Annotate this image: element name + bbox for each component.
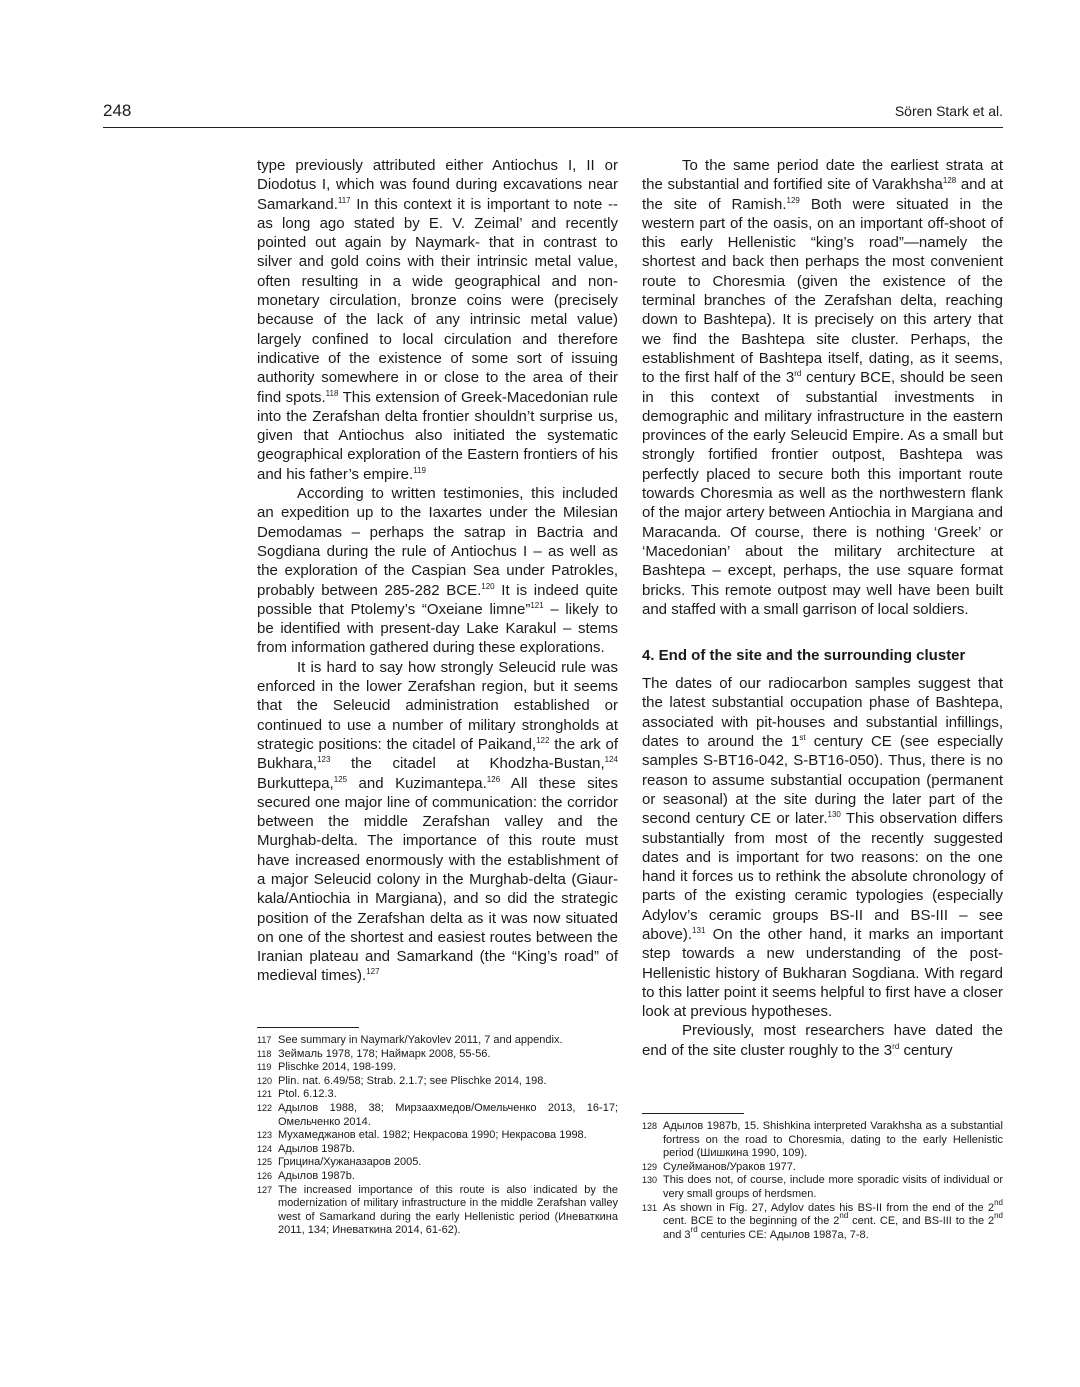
body-paragraph: It is hard to say how strongly Seleucid rule was enforced in the lower Zerafshan region, but it seems that the Seleucid administration established or continued to use a number of military strongholds at strategic positions: the citadel of Paikand,$^{122}$ the ark of Bukhara,$^{123}$ the citadel at Khodzha-Bustan,$^{124}$ Burkuttepa,$^{125}$ and Kuzimantepa.$^{126}$ All these sites secured one major line of communication: the corridor between the middle Zerafshan valley and the Murghab-delta. The importance of this route must have increased enormously with the establishment of a major Seleucid colony in the Murghab-delta (Giaur-kala/Antiochia in Margiana), and so did the strategic position of the Zerafshan delta as it was now situated on one of the shortest and easiest routes between the Iranian plateau and Samarkand (the “King’s road” of medieval times).$^{127}$: [257, 658, 618, 985]
footnotes-left: [257, 1027, 618, 1238]
footnote-list: [642, 1120, 1003, 1242]
footnote: 126 Адылов 1987b.: [257, 1169, 355, 1182]
footnote-ref: 122: [536, 735, 550, 745]
footnote-divider: [257, 1027, 359, 1028]
footnote-ref: 131: [692, 925, 706, 935]
footnote: 117 See summary in Naymark/Yakovlev 2011, 7 and appendix.: [257, 1034, 563, 1046]
page-header: [103, 101, 1003, 128]
body-paragraph: The dates of our radiocarbon samples suggest that the latest substantial occupation phase of Bashtepa, associated with pit-houses and substantial infillings, dates to around the 1st century CE (see especially samples S-BT16-042, S-BT16-050). Thus, there is no reason to assume substantial occupation (permanent or seasonal) at the site during the later part of the second century CE or later.$^{130}$ This observation differs substantially from most of the recently suggested dates and is important for two reasons: on the one hand it forces us to rethink the absolute chronology of parts of the existing ceramic typologies (especially Adylov’s ceramic groups BS-II and BS-III – see above).$^{131}$ On the other hand, it marks an important step towards a new understanding of the post-Hellenistic history of Bukharan Sogdiana. With regard to this latter point it seems helpful to first have a closer look at previous hypotheses.: [642, 675, 1004, 1021]
footnote-ref: 127: [366, 967, 380, 977]
footnote: 121 Ptol. 6.12.3.: [257, 1088, 337, 1101]
body-paragraph: type previously attributed either Antiochus I, II or Diodotus I, which was found during excavations near Samarkand.$^{117}$ In this context it is important to note --as long ago stated by E. V. Zeimal’ and recently pointed out again by Naymark- that in contrast to silver and gold coins with their intrinsic metal value, often resulting in a wide geographical and non-monetary circulation, bronze coins were (precisely because of the lack of any intrinsic metal value) largely confined to local circulation and therefore indicative of the existence of some sort of issuing authority somewhere in or close to the area of their find spots.$^{118}$ This extension of Greek-Macedonian rule into the Zerafshan delta frontier shouldn’t surprise us, given that Antiochus also initiated the systematic geographical exploration of the Eastern frontiers of his and his father’s empire.$^{119}$: [257, 157, 619, 483]
left-column: [257, 156, 618, 986]
ordinal-suffix: nd: [994, 1197, 1003, 1207]
footnote: 120 Plin. nat. 6.49/58; Strab. 2.1.7; see Plischke 2014, 198.: [257, 1074, 547, 1087]
footnote-ref: 126: [486, 774, 501, 784]
footnote: 119 Plischke 2014, 198-199.: [257, 1061, 397, 1074]
footnote: 125 Грицина/Хужаназаров 2005.: [257, 1156, 422, 1169]
footnote-ref: 124: [604, 755, 618, 765]
footnote: 129 Сулейманов/Ураков 1977.: [642, 1160, 796, 1173]
running-head: Sören Stark et al.: [894, 103, 1003, 119]
page-number: 248: [103, 101, 132, 120]
body-paragraph: According to written testimonies, this included an expedition up to the Iaxartes under the Milesian Demodamas – perhaps the satrap in Bactria and Sogdiana during the rule of Antiochus I – as well as the exploration of the Caspian Sea under Patrokles, probably between 285-282 BCE.$^{120}$ It is indeed quite possible that Ptolemy’s “Oxeiane limne”$^{121}$ – likely to be identified with present-day Lake Karakul – stems from information gathered during these explorations.: [257, 485, 618, 657]
right-column: [642, 156, 1003, 1060]
ordinal-suffix: rd: [794, 369, 802, 379]
footnote-ref: 125: [333, 774, 348, 784]
footnote-ref: 120: [481, 581, 495, 591]
footnote-ref: 119: [413, 465, 426, 475]
section-heading: 4. End of the site and the surrounding cluster: [642, 647, 966, 665]
footnote: 122 Адылов 1988, 38; Мирзаахмедов/Омельченко 2013, 16-17; Омельченко 2014.: [257, 1101, 618, 1128]
footnote-ref: 128: [942, 176, 957, 186]
footnote: 130 This does not, of course, include more sporadic visits of individual or very small groups of herdsmen.: [642, 1174, 1003, 1200]
footnote: 118 Зеймаль 1978, 178; Наймарк 2008, 55-56.: [257, 1047, 491, 1060]
footnote: 128 Адылов 1987b, 15. Shishkina interpreted Varakhsha as a substantial fortress on the road to Choresmia, dating to the early Hellenistic period (Шишкина 1990, 109).: [642, 1120, 1003, 1160]
footnote-ref: 130: [827, 810, 841, 820]
footnote-ref: 121: [530, 600, 544, 610]
footnotes-right: [642, 1113, 1003, 1242]
body-paragraph: To the same period date the earliest strata at the substantial and fortified site of Varakhsha$^{128}$ and at the site of Ramish.$^{129}$ Both were situated in the western part of the oasis, on an important off-shoot of this early Hellenistic “king’s road”—namely the shortest and back then perhaps the most convenient route to Choresmia (given the existence of the terminal branches of the Zerafshan delta, reaching down to Bashtepa). It is precisely on this artery that we find the Bashtepa site cluster. Perhaps, the establishment of Bashtepa itself, dating, as it seems, to the first half of the 3rd century BCE, should be seen in this context of substantial investments in demographic and military infrastructure in the eastern provinces of the early Seleucid Empire. As a small but strongly fortified frontier outpost, Bashtepa was perfectly placed to secure both this important route towards Choresmia as well as the northwestern flank of the major artery between Antiochia in Margiana and Maracanda. Of course, there is nothing ‘Greek’ or ‘Macedonian’ about the military architecture at Bashtepa – except, perhaps, the use square format bricks. This remote outpost may well have been built and staffed with a small garrison of local soldiers.: [642, 157, 1004, 618]
footnote-ref: 129: [786, 195, 800, 205]
footnote-ref: 117: [337, 195, 351, 205]
footnote: 123 Мухамеджанов etal. 1982; Некрасова 1990; Некрасова 1998.: [257, 1129, 587, 1142]
ordinal-suffix: nd: [839, 1211, 849, 1221]
body-paragraph: Previously, most researchers have dated the end of the site cluster roughly to the 3rd century: [642, 1022, 1003, 1059]
footnote-list: [257, 1034, 618, 1238]
footnote-divider: [642, 1113, 744, 1114]
footnote-ref: 123: [317, 755, 331, 765]
ordinal-suffix: nd: [994, 1211, 1003, 1221]
footnote: 124 Адылов 1987b.: [257, 1142, 355, 1155]
footnote-ref: 118: [325, 388, 339, 398]
ordinal-suffix: rd: [892, 1041, 900, 1051]
ordinal-suffix: rd: [690, 1224, 698, 1234]
footnote: 127 The increased importance of this route is also indicated by the modernization of military infrastructure in the middle Zerafshan valley west of Samarkand during the early Hellenistic period (Иневаткина 2011, 134; Иневаткина 2014, 61-62).: [257, 1183, 618, 1237]
ordinal-suffix: st: [799, 733, 806, 743]
footnote: 131 As shown in Fig. 27, Adylov dates his BS-II from the end of the 2nd cent. BCE to the beginning of the 2nd cent. CE, and BS-III to the 2nd and 3rd centuries CE: Адылов 1987a, 7-8.: [642, 1197, 1003, 1241]
